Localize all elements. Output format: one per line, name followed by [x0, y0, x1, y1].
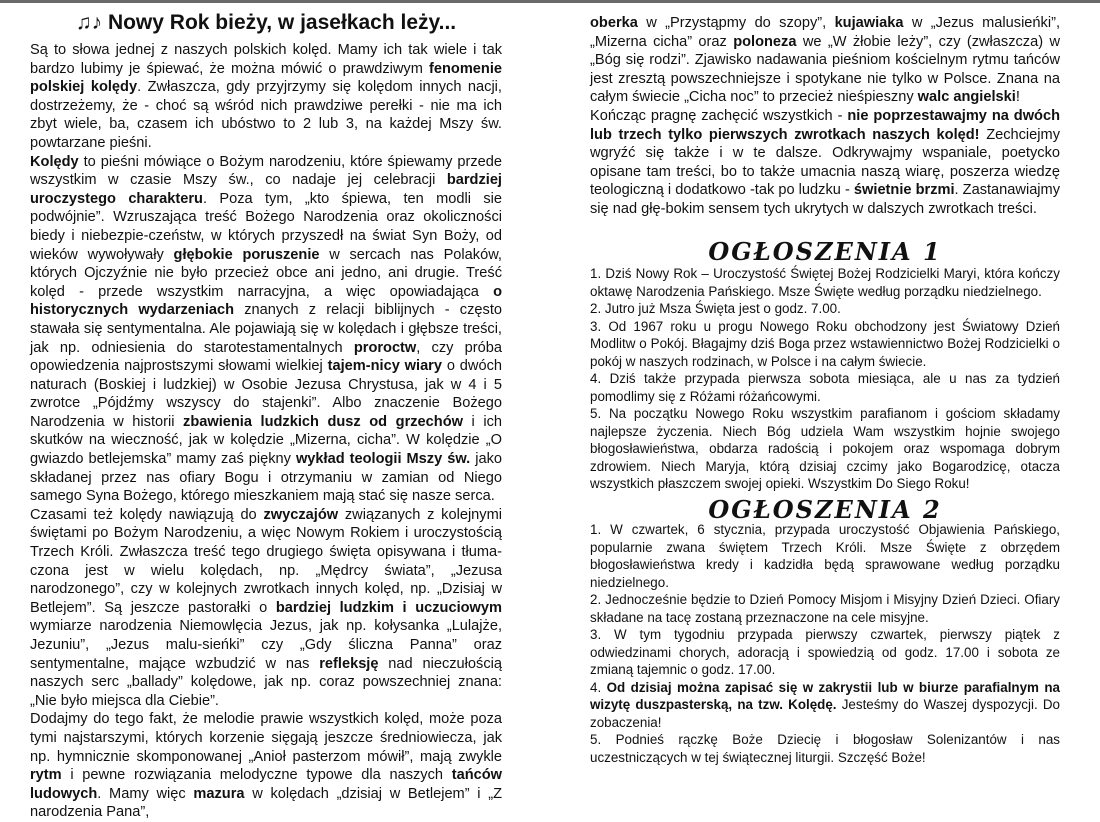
bold-text: tajem-nicy wiary [327, 358, 442, 375]
bold-text: zbawienia ludzkich dusz od grzechów [183, 413, 463, 430]
text-run: to pieśni mówiące o Bożym narodzeniu, które śpiewamy przede wszystkim w czasie Mszy św., co nadaje jej celebracji [30, 153, 502, 189]
bold-text: bardziej uroczystego charakteru [30, 172, 502, 207]
bold-text: nie poprzestawajmy na dwóch lub trzech tylko pierwszych zwrotkach naszych kolęd! [590, 107, 1060, 143]
text-run: Zechciejmy wgryźć się także i w te dalsze. Odkrywajmy wspaniale, poetycko opisane tam treści, bo to także umacnia naszą wiarę, poszerza wiedzę teologiczną i dodatkowo -tak po ludzku - [590, 126, 1060, 199]
text-run: w sercach nas Polaków, których Ojczyźnie nie było przecież obce ani jedno, ani drugie. Treść kolęd - przede wszystkim narracyjna, a więc opowiadająca [30, 246, 502, 300]
text-run: 3. Od 1967 roku u progu Nowego Roku obchodzony jest Światowy Dzień Modlitw o Pokój. Błagajmy dziś Boga przez wstawiennictwo Bożej Rodzicielki o pokój w naszych rodzinach, w Polsce i na całym świecie. [590, 318, 1060, 369]
text-run: związanych z kolejnymi świętami po Bożym Narodzeniu, a więc Nowym Rokiem i uroczystością Trzech Króli. Zwłaszcza treść tego drugiego święta opisywana i tłuma-czona jest w wielu kolędach, np. „Mędrcy świata”, „Jezusa narodzonego”, czy w kolejnych zwrotkach innych kolęd, np. „Dzisiaj w Betlejem”. Są jeszcze pastorałki o [30, 506, 502, 616]
bold-text: o historycznych wydarzeniach [30, 283, 502, 319]
text-run: , czy próba opowiedzenia najprostszymi słowami wielkiej [30, 339, 502, 375]
bold-text: oberka [590, 15, 638, 31]
announcements-2-heading: OGŁOSZENIA 2 [708, 494, 942, 524]
text-run: 4. Dziś także przypada pierwsza sobota miesiąca, ale u nas za tydzień pomodlimy się z Różami różańcowymi. [590, 371, 1060, 404]
text-run: w kolędach „dzisiaj w Betlejem” i „Z narodzenia Pana”, [30, 785, 502, 821]
paragraph [590, 521, 1060, 591]
right-column [590, 14, 1060, 766]
text-run: . Zastanawiajmy się nad głę-bokim sensem tych ukrytych w dalszych zwrotkach treści. [590, 182, 1061, 217]
bold-text: bardziej ludzkim i uczuciowym [275, 599, 502, 616]
paragraph [30, 710, 502, 822]
paragraph [590, 265, 1060, 300]
announcements-2-list [590, 521, 1060, 766]
text-run: o dwóch naturach (Boskiej i ludzkiej) w Osobie Jezusa Chrystusa, jak w 4 i 5 zwrotce „Pójdźmy wszyscy do stajenki”. Albo znaczenie Bożego Narodzenia w historii [30, 358, 502, 430]
text-run: Są to słowa jednej z naszych polskich kolęd. Mamy ich tak wiele i tak bardzo lubimy je śpiewać, że można mówić o prawdziwym [30, 42, 502, 77]
article-body [30, 41, 502, 822]
text-run: w „Przystąpmy do szopy”, [637, 15, 835, 31]
paragraph [590, 405, 1060, 493]
text-run: Dodajmy do tego fakt, że melodie prawie wszystkich kolęd, może poza tymi najstarszymi, których korzenie sięgają jeszcze średniowiecza, jak np. hymnicznie skomponowanej „Anioł pasterzom mówił”, mają zwykle [30, 711, 502, 765]
text-run: jako składanej przez nas ofiary Bogu i otrzymaniu w zamian od Niego samego Syna Bożego, którego mieszkaniem mają stać się nasze serca. [30, 451, 503, 505]
left-column [30, 10, 502, 822]
text-run: ! [1015, 89, 1020, 106]
text-run: . Poza tym, „kto śpiewa, ten modli sie podwójnie”. Wzruszająca treść Bożego Narodzenia oraz okoliczności biedy i niebezpie-czeństw, w których przyszedł na świat Syn Boży, od wieków wywoływały [30, 190, 502, 263]
text-run: Czasami też kolędy nawiązują do [30, 506, 264, 523]
text-run: w „Jezus malusieńki”, „Mizerna cicha” oraz [590, 15, 1060, 50]
article-title-text: Nowy Rok bieży, w jasełkach leży... [107, 11, 457, 34]
text-run: Kończąc pragnę zachęcić wszystkich - [590, 107, 848, 124]
paragraph [590, 679, 1060, 732]
bold-text: głębokie poruszenie [173, 246, 320, 263]
text-run: 3. W tym tygodniu przypada pierwszy czwartek, pierwszy piątek z odwiedzinami chorych, adoracją i spowiedzią od godz. 17.00 i sobota ze zmianą tajemnic o godz. 17.00. [590, 627, 1060, 678]
bold-text: Od dzisiaj można zapisać się w zakrystii lub w biurze parafialnym na wizytę duszpasterską, na tzw. Kolędę. [590, 679, 1061, 713]
article-title [30, 10, 502, 36]
bold-text: walc angielski [917, 89, 1016, 106]
music-notes-icon: ♫♪ [75, 11, 103, 34]
bold-text: poloneza [733, 33, 797, 50]
text-run: i ich skutków na wieczność, jak w kolędzie „Mizerna, cicha”. W kolędzie „O gwiazdo betlejemska” mamy zaś piękny [30, 413, 502, 468]
bold-text: kujawiaka [834, 15, 904, 31]
paragraph [30, 41, 502, 153]
bold-text: tańców ludowych [30, 767, 502, 802]
bold-text: rytm [30, 767, 62, 784]
paragraph [590, 318, 1060, 371]
text-run: 1. Dziś Nowy Rok – Uroczystość Świętej Bożej Rodzicielki Maryi, która kończy oktawę Narodzenia Pańskiego. Msze Święte według porządku niedzielnego. [590, 266, 1060, 299]
text-run: 5. Na początku Nowego Roku wszystkim parafianom i gościom składamy najlepsze życzenia. Niech Bóg udziela Wam wszystkim hojnie swojego błogosławieństwa, obdarza radością i pokojem oraz wspomaga dobrym zdrowiem. Niech Maryja, którą dzisiaj czcimy jako Bogarodzicę, otacza wszystkich płaszczem swojej opieki. Wszystkim Do Siego Roku! [590, 406, 1060, 492]
text-run: 2. Jutro już Msza Święta jest o godz. 7.00. [590, 301, 841, 317]
text-run: 2. Jednocześnie będzie to Dzień Pomocy Misjom i Misyjny Dzień Dzieci. Ofiary składane na tacę zostaną przeznaczone na cele misyjne. [590, 592, 1060, 625]
paragraph [590, 300, 1060, 318]
text-run: wymiarze narodzenia Niemowlęcia Jezus, jak np. kołysanka „Lulajże, Jezuniu”, „Jezus malu-sieńki” czy „Gdy śliczna Panna” oraz sentymentalne, mające wzbudzić w nas [30, 618, 502, 672]
paragraph [590, 370, 1060, 405]
text-run: znanych z relacji biblijnych - często stawała się sentymentalna. Ale pojawiają się w kolędach i głębsze treści, jak np. odniesienia do starotestamentalnych [30, 302, 502, 356]
bold-text: Kolędy [30, 153, 79, 170]
page-top-border [0, 0, 1100, 3]
bold-text: refleksję [319, 655, 379, 672]
text-run: 4. [590, 679, 607, 695]
text-run: 1. W czwartek, 6 stycznia, przypada uroczystość Objawienia Pańskiego, popularnie zwana świętem Trzech Króli. Msze Święte z obrzędem błogosławieństwa kredy i kadzidła będą sprawowane według porządku niedzielnego. [590, 522, 1060, 590]
article-body-continued [590, 14, 1060, 219]
text-run: Jesteśmy do Waszej dyspozycji. Do zobaczenia! [590, 697, 1060, 730]
text-run: we „W żłobie leży”, czy (zwłaszcza) w „Bóg się rodzi”. Zjawisko nadawania pieśniom kościelnym rytmu tańców jest zresztą powszechniejsze i spotykane nie tylko w Polsce. Znana na całym świecie „Cicha noc” to przecież nieśpieszny [590, 33, 1060, 106]
paragraph [30, 506, 502, 711]
bold-text: wykład teologii Mszy św. [295, 451, 471, 468]
text-run: . Zwłaszcza, gdy przyjrzymy się kolędom innych nacji, dostrzeżemy, że - choć są wśród nich prawdziwe perełki - nie ma ich zbyt wiele, ba, czasem ich ubóstwo to 2 lub 3, na każdej Mszy św. powtarzane pieśni. [30, 79, 502, 151]
paragraph [590, 107, 1060, 219]
text-run: nad nieczułością naszych serc „ballady” kolędowe, jak np. coraz powszechniej znana: „Nie było miejsca dla Ciebie”. [30, 655, 502, 709]
bold-text: mazura [193, 785, 245, 802]
announcements-1-list [590, 265, 1060, 493]
bold-text: fenomenie polskiej kolędy [30, 60, 502, 96]
paragraph [590, 591, 1060, 626]
announcements-1-heading: OGŁOSZENIA 1 [708, 236, 942, 266]
text-run: . Mamy więc [97, 785, 194, 802]
paragraph [590, 14, 1060, 107]
text-run: i pewne rozwiązania melodyczne typowe dla naszych [61, 767, 452, 784]
paragraph [590, 731, 1060, 766]
bold-text: świetnie brzmi [853, 182, 955, 199]
bold-text: zwyczajów [263, 506, 339, 523]
paragraph [30, 153, 502, 506]
bold-text: proroctw [353, 339, 417, 356]
text-run: 5. Podnieś rączkę Boże Dziecię i błogosław Solenizantów i nas uczestniczących w tej świątecznej liturgii. Szczęść Boże! [590, 732, 1060, 765]
paragraph [590, 626, 1060, 679]
